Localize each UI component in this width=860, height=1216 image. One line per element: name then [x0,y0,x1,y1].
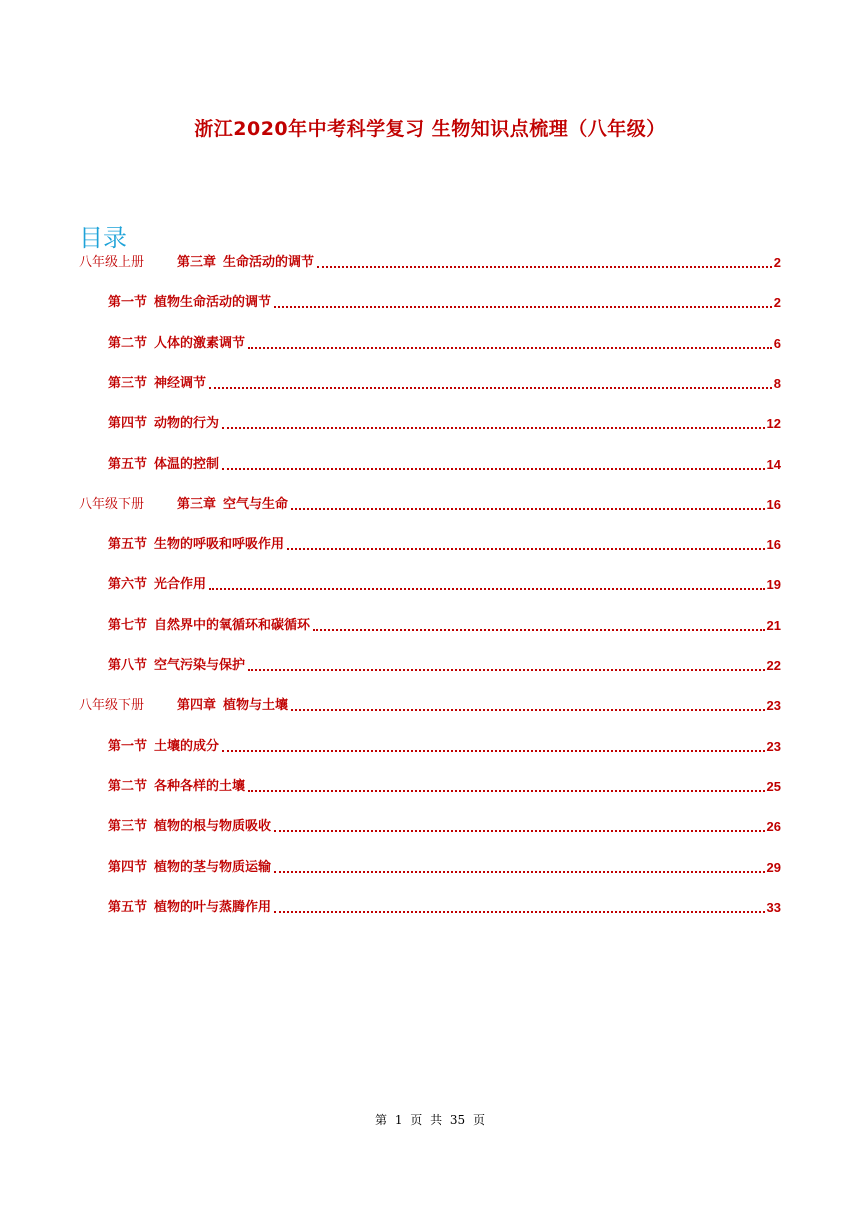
toc-dot-leader [291,508,765,510]
toc-chapter-number: 第三章 [177,497,217,512]
toc-dot-leader [209,588,765,590]
toc-section-title: 植物的茎与物质运输 [154,860,272,875]
toc-section-title: 各种各样的土壤 [154,779,246,794]
document-title: 浙江2020年中考科学复习 生物知识点梳理（八年级） [194,118,666,140]
toc-section-title: 体温的控制 [154,457,220,472]
toc-section-title: 光合作用 [154,577,207,592]
toc-section-entry[interactable] [108,372,781,392]
toc-section-entry[interactable] [108,775,781,795]
toc-grade-label: 八年级上册 [79,255,145,270]
toc-section-entry[interactable] [108,614,781,634]
toc-dot-leader [287,548,765,550]
toc-section-title: 植物生命活动的调节 [154,295,272,310]
toc-section-entry[interactable] [108,654,781,674]
toc-dot-leader [317,266,772,268]
toc-page-number: 12 [766,416,781,431]
toc-grade-label: 八年级下册 [79,497,145,512]
toc-section-number: 第四节 [108,860,148,875]
toc-section-number: 第七节 [108,618,148,633]
toc-page-number: 16 [766,497,781,512]
toc-section-title: 植物的叶与蒸腾作用 [154,900,272,915]
toc-dot-leader [222,750,765,752]
toc-page-number: 14 [766,457,781,472]
toc-page-number: 19 [766,577,781,592]
toc-section-number: 第三节 [108,376,148,391]
toc-dot-leader [248,347,772,349]
toc-section-number: 第八节 [108,658,148,673]
toc-chapter-title: 植物与土壤 [223,698,289,713]
toc-page-number: 23 [766,698,781,713]
toc-section-number: 第一节 [108,295,148,310]
toc-dot-leader [274,871,765,873]
toc-section-number: 第一节 [108,739,148,754]
toc-section-entry[interactable] [108,896,781,916]
toc-dot-leader [209,387,772,389]
toc-section-entry[interactable] [108,533,781,553]
toc-grade-label: 八年级下册 [79,698,145,713]
toc-section-title: 自然界中的氧循环和碳循环 [154,618,311,633]
toc-page-number: 25 [766,779,781,794]
toc-page-number: 8 [773,376,781,391]
toc-section-number: 第四节 [108,416,148,431]
toc-chapter-title: 生命活动的调节 [223,255,315,270]
toc-section-entry[interactable] [108,735,781,755]
toc-dot-leader [274,306,772,308]
toc-chapter-entry[interactable] [79,251,781,271]
toc-chapter-entry[interactable] [79,694,781,714]
toc-section-entry[interactable] [108,815,781,835]
toc-page-number: 23 [766,739,781,754]
toc-section-entry[interactable] [108,573,781,593]
toc-section-title: 植物的根与物质吸收 [154,819,272,834]
toc-page-number: 21 [766,618,781,633]
toc-section-title: 动物的行为 [154,416,220,431]
toc-page-number: 2 [773,295,781,310]
toc-section-number: 第三节 [108,819,148,834]
toc-section-title: 空气污染与保护 [154,658,246,673]
toc-dot-leader [222,427,765,429]
toc-dot-leader [274,830,765,832]
toc-page-number: 2 [773,255,781,270]
toc-section-title: 土壤的成分 [154,739,220,754]
toc-section-entry[interactable] [108,856,781,876]
toc-chapter-entry[interactable] [79,493,781,513]
toc-page-number: 29 [766,860,781,875]
toc-section-number: 第六节 [108,577,148,592]
toc-page-number: 16 [766,537,781,552]
toc-section-entry[interactable] [108,291,781,311]
toc-heading: 目录 [79,224,127,252]
toc-section-number: 第五节 [108,537,148,552]
toc-page-number: 33 [766,900,781,915]
toc-section-entry[interactable] [108,332,781,352]
toc-dot-leader [248,790,765,792]
toc-chapter-title: 空气与生命 [223,497,289,512]
toc-section-title: 神经调节 [154,376,207,391]
toc-dot-leader [248,669,765,671]
toc-page-number: 22 [766,658,781,673]
toc-chapter-number: 第三章 [177,255,217,270]
toc-section-number: 第二节 [108,779,148,794]
toc-section-number: 第五节 [108,900,148,915]
toc-section-title: 人体的激素调节 [154,336,246,351]
toc-section-entry[interactable] [108,412,781,432]
toc-dot-leader [274,911,765,913]
toc-section-title: 生物的呼吸和呼吸作用 [154,537,285,552]
toc-section-entry[interactable] [108,453,781,473]
toc-chapter-number: 第四章 [177,698,217,713]
toc-section-number: 第二节 [108,336,148,351]
toc-dot-leader [222,468,765,470]
page-footer: 第 1 页 共 35 页 [375,1113,485,1127]
toc-dot-leader [313,629,765,631]
toc-dot-leader [291,709,765,711]
toc-page-number: 26 [766,819,781,834]
toc-page-number: 6 [773,336,781,351]
toc-section-number: 第五节 [108,457,148,472]
